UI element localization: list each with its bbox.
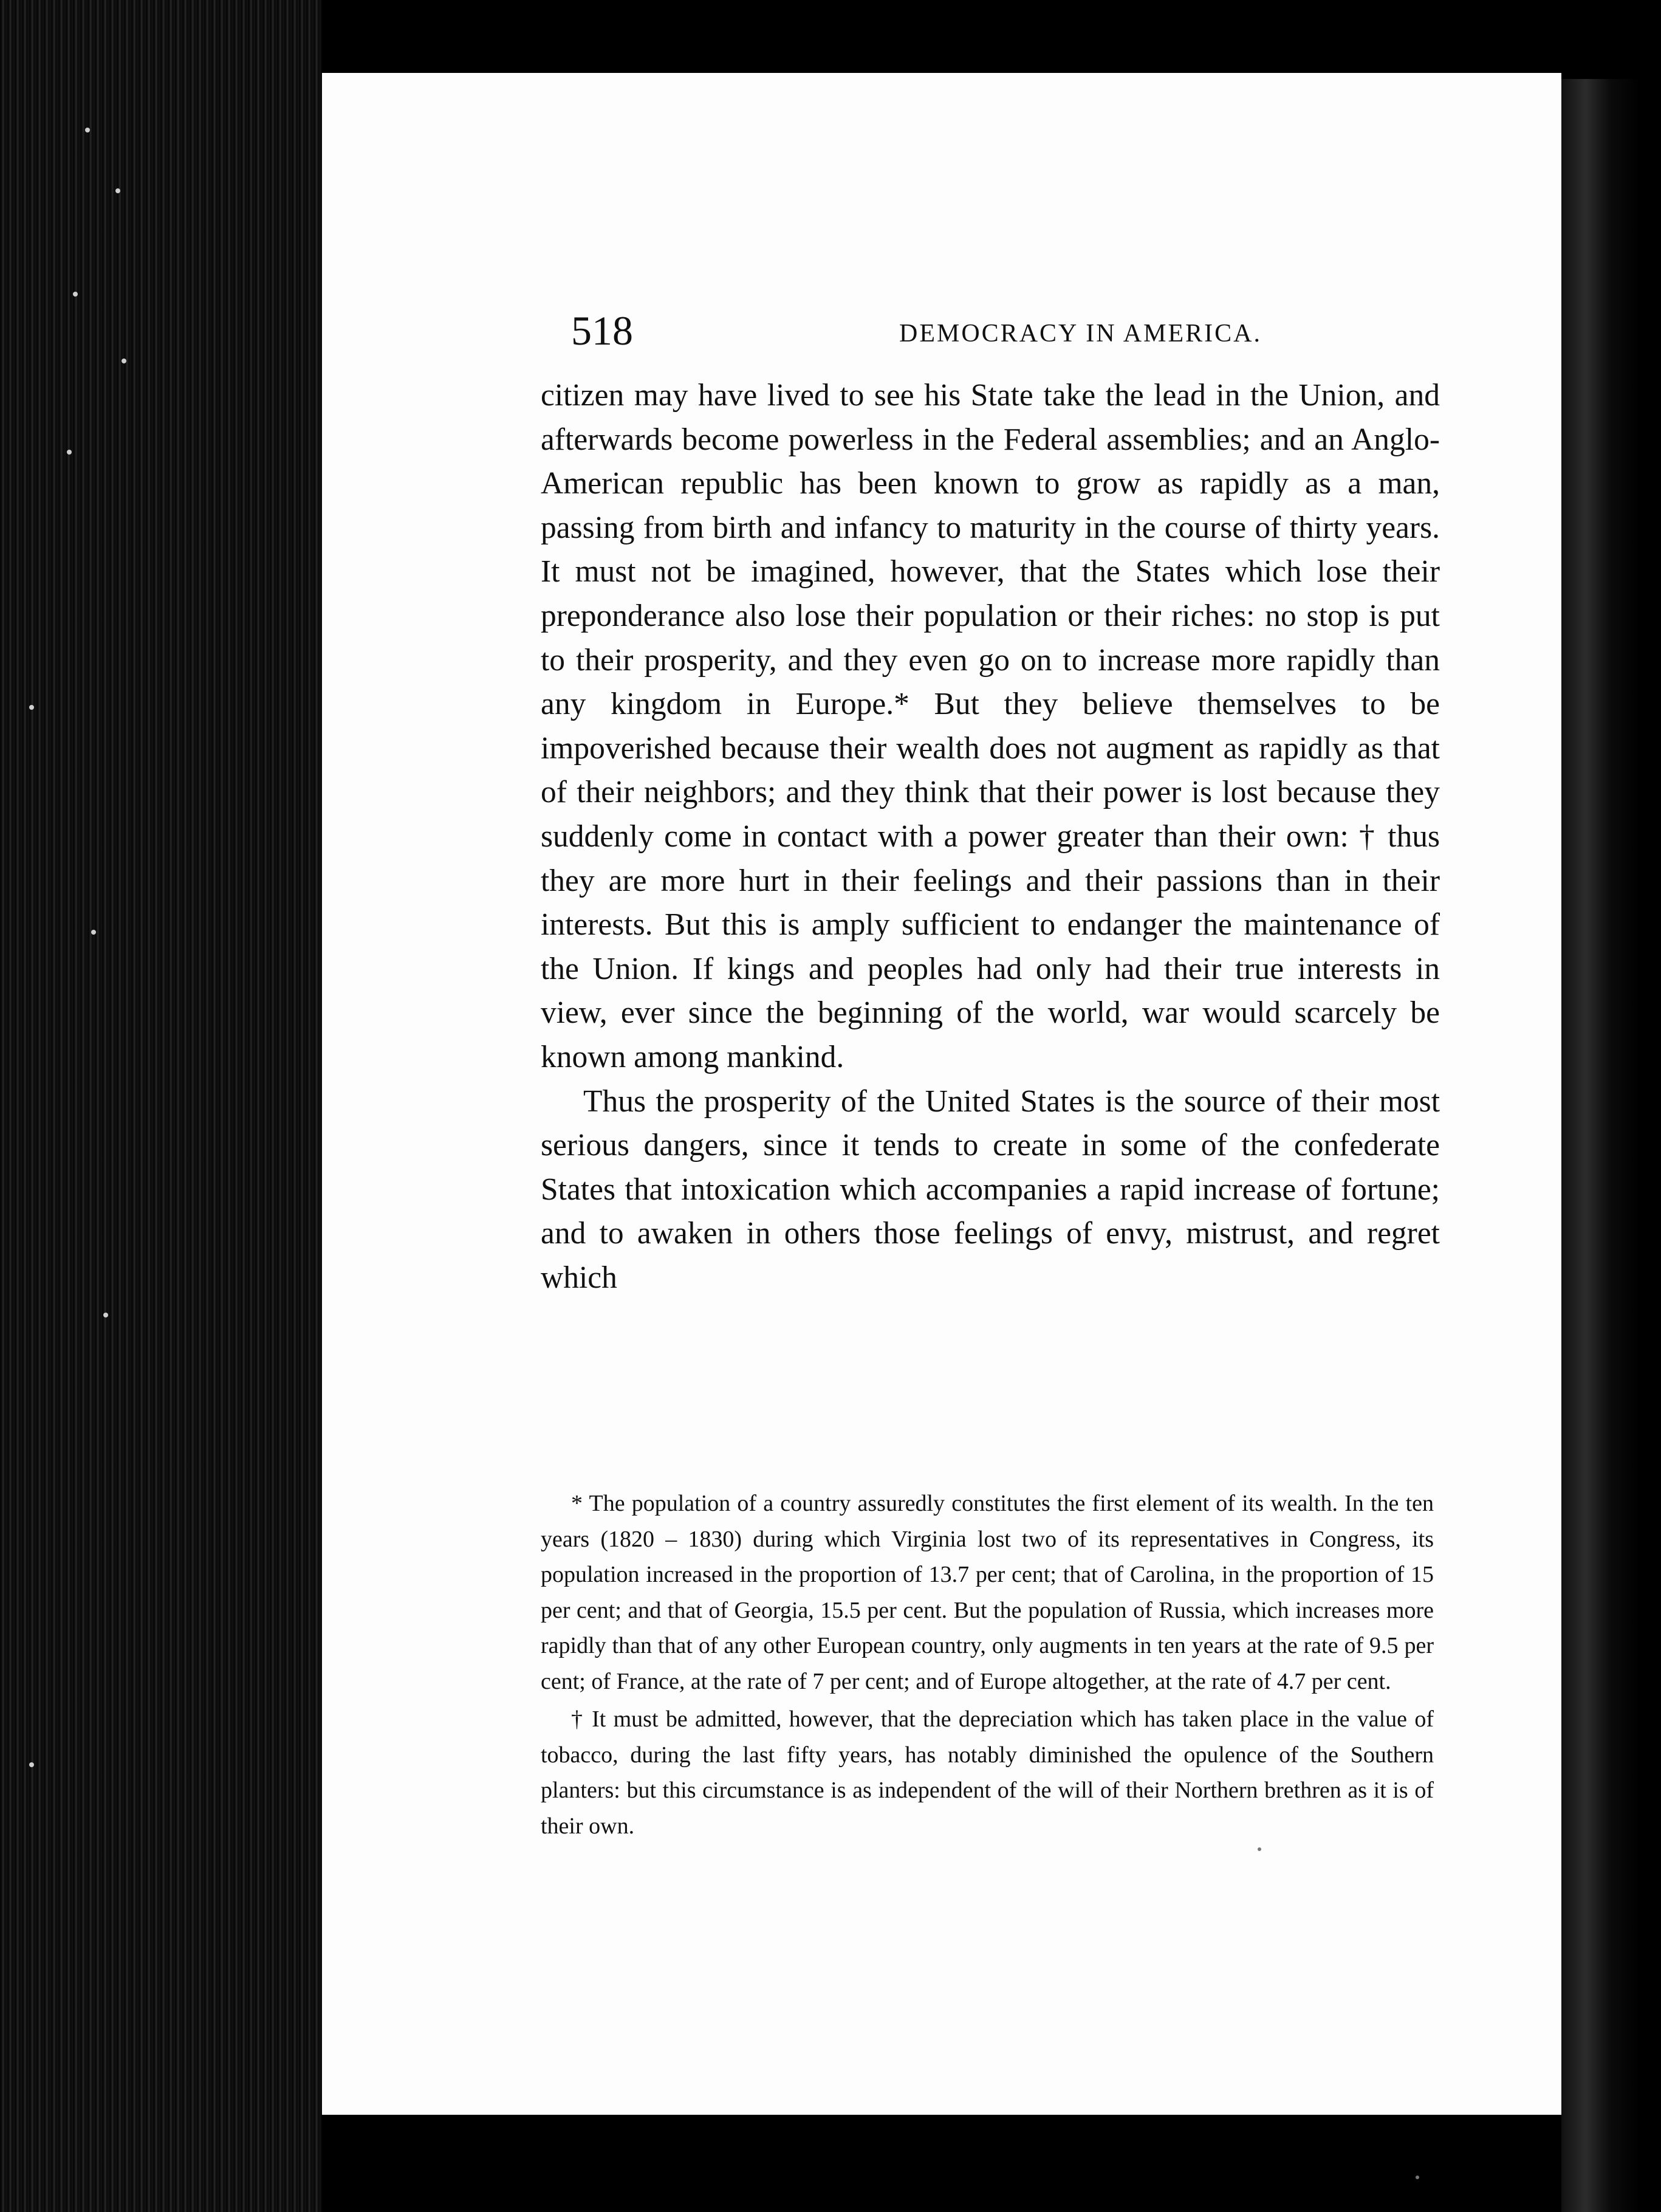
footnote-2: † It must be admitted, however, that the depreciation which has taken place in the value of tobacco, during the last fifty years, has notably diminished the opulence of the Southern planters: but this circumstance is as independent of the will of their Northern brethren as it is of their own.	[541, 1706, 1434, 1839]
book-page	[322, 73, 1561, 2115]
footnotes	[541, 1486, 1434, 1846]
body-text	[541, 374, 1440, 1300]
running-title: DEMOCRACY IN AMERICA.	[899, 320, 1262, 348]
page-number: 518	[571, 307, 633, 354]
paragraph-1: citizen may have lived to see his State take the lead in the Union, and afterwards become powerless in the Federal assemblies; and an Anglo-American republic has been known to grow as rapidly as a man, passing from birth and infancy to maturity in the course of thirty years. It must not be imagined, however, that the States which lose their preponderance also lose their population or their riches: no stop is put to their prosperity, and they even go on to increase more rapidly than any kingdom in Europe.* But they believe themselves to be impoverished because their wealth does not augment as rapidly as that of their neighbors; and they think that their power is lost because they suddenly come in contact with a power greater than their own: † thus they are more hurt in their feelings and their passions than in their interests. But this is amply sufficient to endanger the maintenance of the Union. If kings and peoples had only had their true interests in view, ever since the beginning of the world, war would scarcely be known among mankind.	[541, 378, 1440, 1074]
footnote-1: * The population of a country assuredly constitutes the first element of its wealth. In the ten years (1820 – 1830) during which Virginia lost two of its representatives in Congress, its population increased in the proportion of 13.7 per cent; that of Carolina, in the proportion of 15 per cent; and that of Georgia, 15.5 per cent. But the population of Russia, which increases more rapidly than that of any other European country, only augments in ten years at the rate of 9.5 per cent; of France, at the rate of 7 per cent; and of Europe altogether, at the rate of 4.7 per cent.	[541, 1491, 1434, 1694]
next-page-edge	[1561, 79, 1640, 2212]
book-spine-edge	[0, 0, 322, 2212]
ink-speck	[1258, 1847, 1261, 1851]
page-header	[571, 234, 1525, 354]
paragraph-2: Thus the prosperity of the United States is the source of their most serious dangers, since it tends to create in some of the confederate States that intoxication which accompanies a rapid increase of fortune; and to awaken in others those feelings of envy, mistrust, and regret which	[541, 1084, 1440, 1295]
ink-speck	[1416, 2176, 1419, 2179]
